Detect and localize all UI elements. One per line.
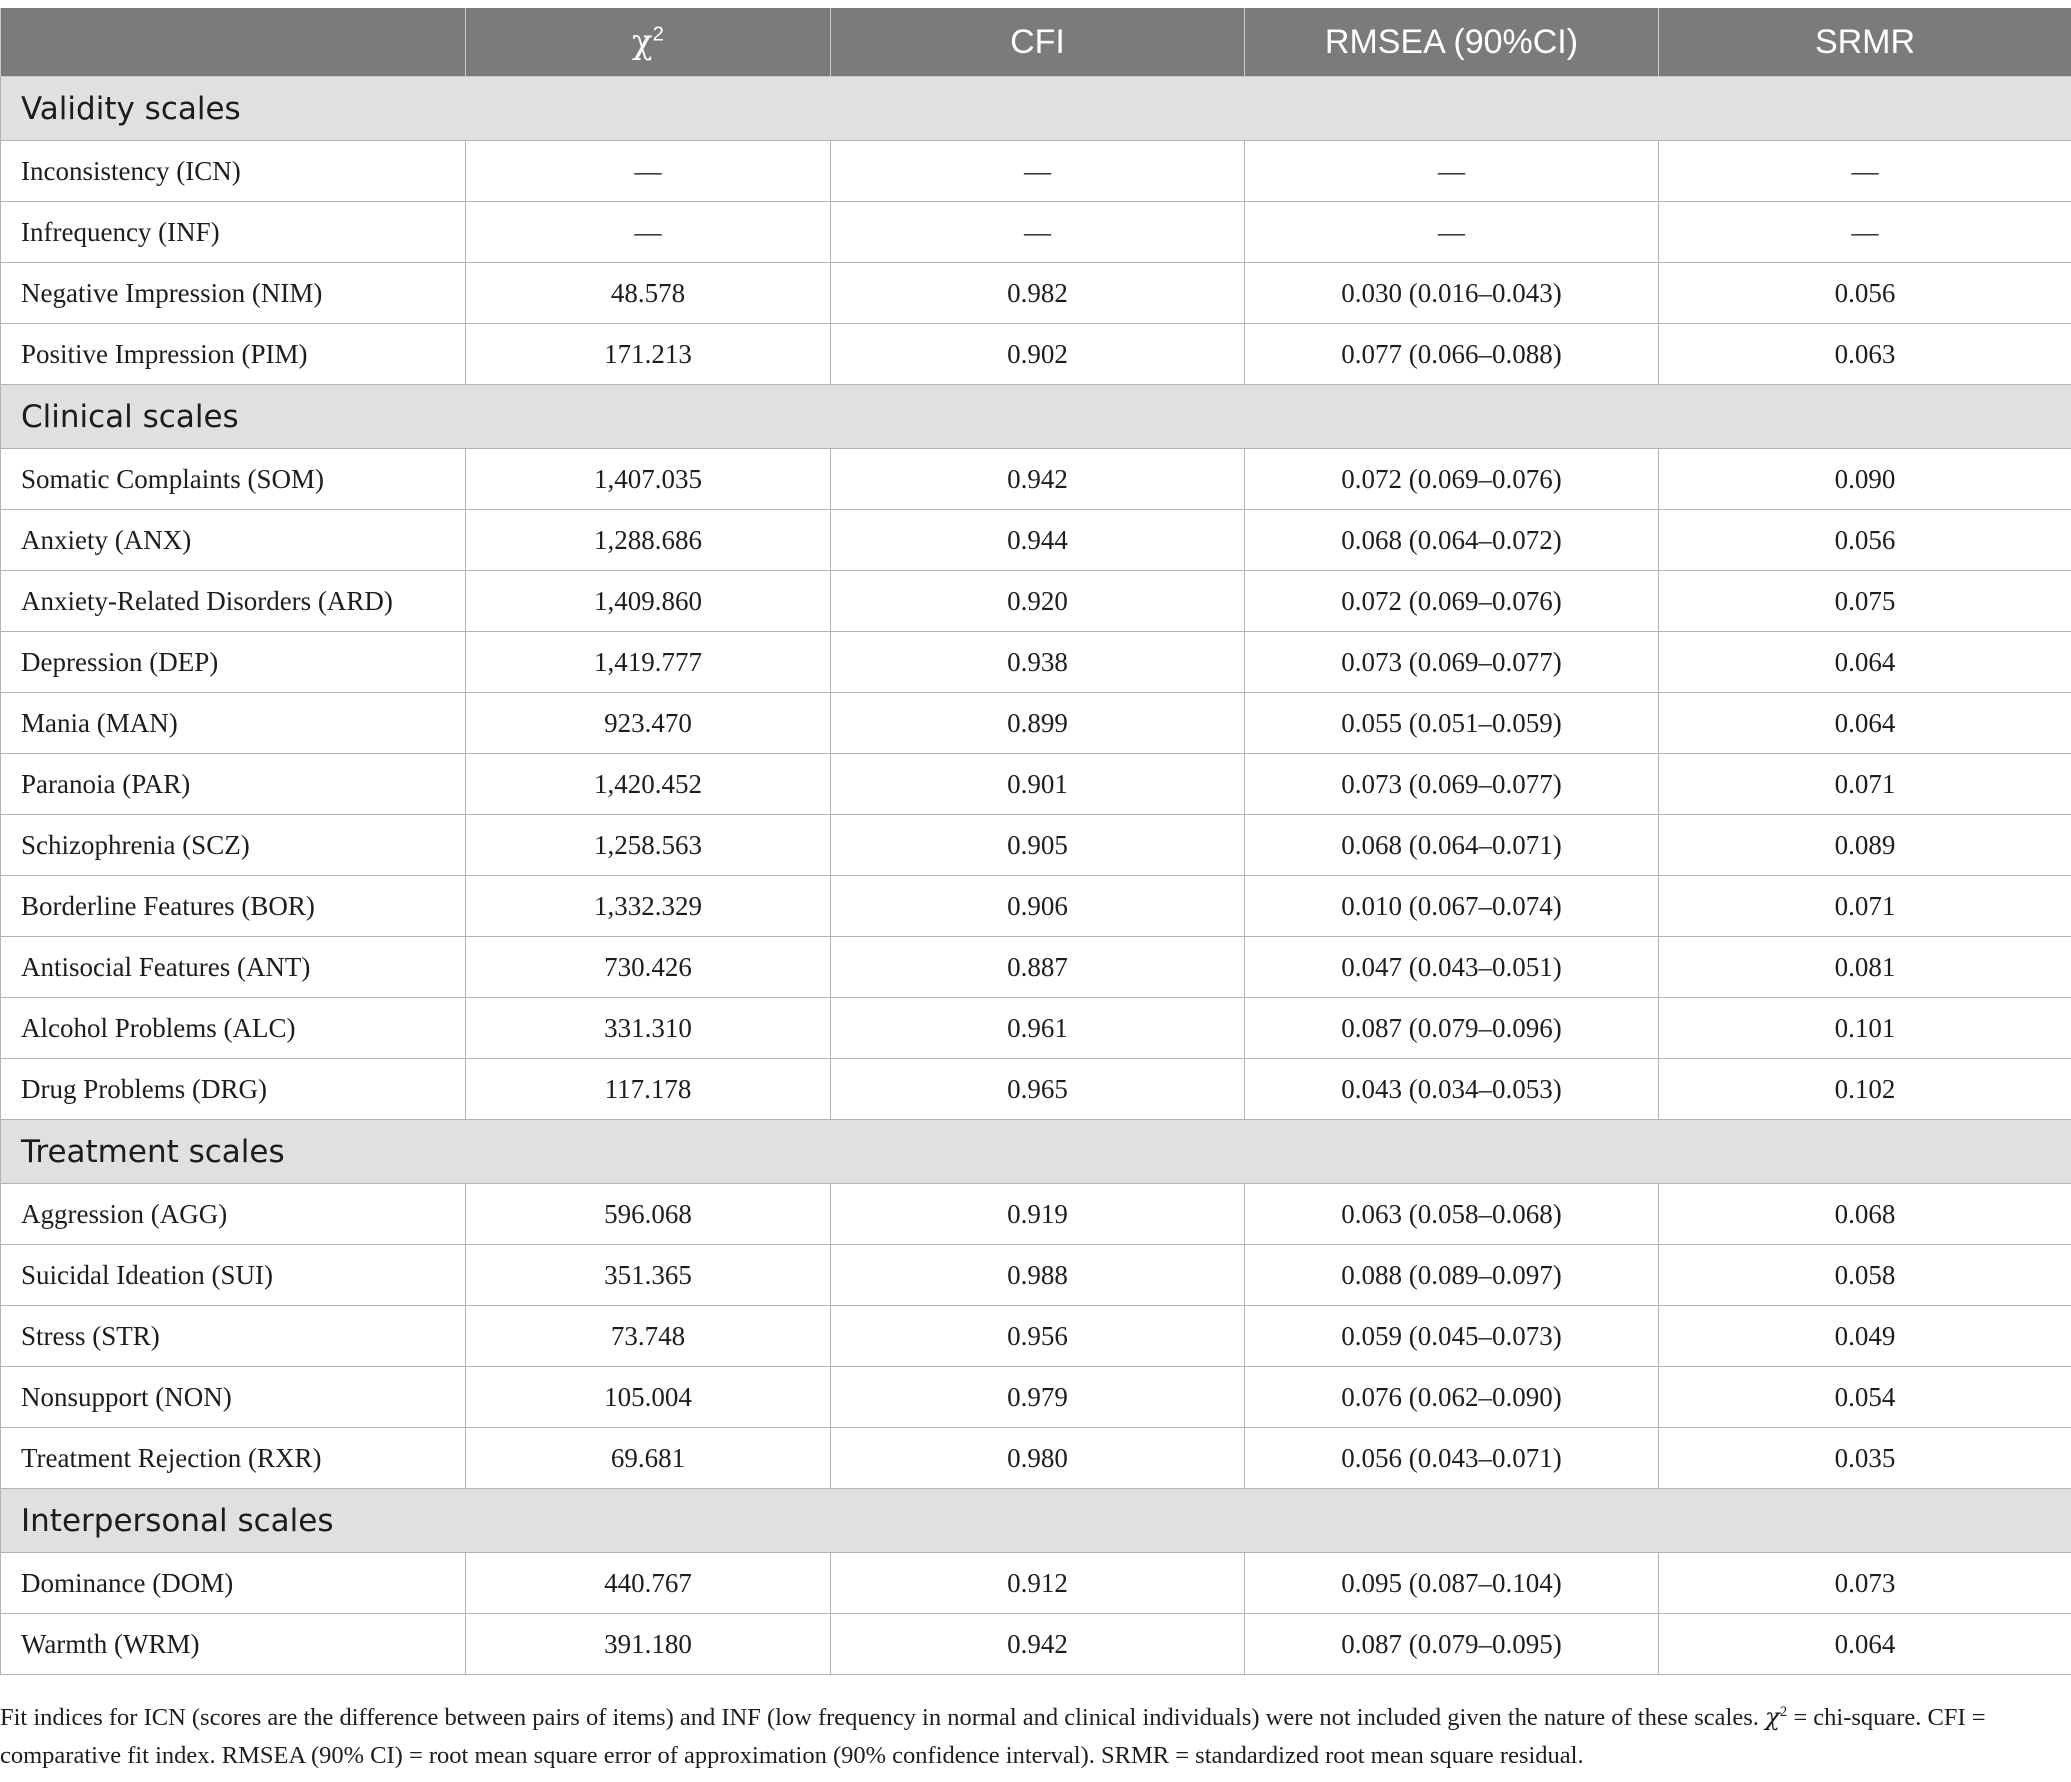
cell-rmsea: 0.077 (0.066–0.088) (1245, 324, 1659, 385)
header-row (1, 8, 2071, 77)
header-scale (1, 8, 466, 77)
section-title: Clinical scales (1, 385, 2071, 449)
cell-rmsea: 0.068 (0.064–0.071) (1245, 815, 1659, 876)
cell-chi-square: 73.748 (466, 1306, 831, 1367)
cell-srmr: 0.075 (1659, 571, 2071, 632)
cell-cfi: 0.899 (831, 693, 1245, 754)
section-title: Interpersonal scales (1, 1489, 2071, 1553)
cell-chi-square: 923.470 (466, 693, 831, 754)
table-footnote (0, 1698, 2040, 1775)
cell-rmsea: — (1245, 202, 1659, 263)
cell-scale-name: Mania (MAN) (1, 693, 466, 754)
table-body (1, 77, 2071, 1675)
cell-scale-name: Depression (DEP) (1, 632, 466, 693)
section-title: Validity scales (1, 77, 2071, 141)
cell-rmsea: 0.076 (0.062–0.090) (1245, 1367, 1659, 1428)
cell-srmr: 0.071 (1659, 876, 2071, 937)
table-header (1, 8, 2071, 77)
cell-cfi: 0.912 (831, 1553, 1245, 1614)
cell-cfi: 0.942 (831, 449, 1245, 510)
cell-chi-square: 596.068 (466, 1184, 831, 1245)
cell-chi-square: 1,420.452 (466, 754, 831, 815)
cell-rmsea: 0.073 (0.069–0.077) (1245, 754, 1659, 815)
cell-cfi: 0.944 (831, 510, 1245, 571)
cell-chi-square: 1,258.563 (466, 815, 831, 876)
cell-rmsea: 0.010 (0.067–0.074) (1245, 876, 1659, 937)
cell-srmr: 0.089 (1659, 815, 2071, 876)
table-row (1, 632, 2071, 693)
header-rmsea: RMSEA (90%CI) (1245, 8, 1659, 77)
cell-chi-square: 351.365 (466, 1245, 831, 1306)
cell-chi-square: 1,409.860 (466, 571, 831, 632)
cell-chi-square: 1,419.777 (466, 632, 831, 693)
cell-srmr: 0.035 (1659, 1428, 2071, 1489)
cell-rmsea: 0.047 (0.043–0.051) (1245, 937, 1659, 998)
cell-rmsea: 0.055 (0.051–0.059) (1245, 693, 1659, 754)
table-row (1, 1184, 2071, 1245)
cell-scale-name: Infrequency (INF) (1, 202, 466, 263)
header-srmr: SRMR (1659, 8, 2071, 77)
table-row (1, 1245, 2071, 1306)
table-row (1, 202, 2071, 263)
cell-rmsea: 0.095 (0.087–0.104) (1245, 1553, 1659, 1614)
cell-scale-name: Inconsistency (ICN) (1, 141, 466, 202)
cell-cfi: 0.906 (831, 876, 1245, 937)
cell-cfi: 0.901 (831, 754, 1245, 815)
cell-cfi: 0.919 (831, 1184, 1245, 1245)
cell-cfi: — (831, 141, 1245, 202)
cell-chi-square: 391.180 (466, 1614, 831, 1675)
table-row (1, 1306, 2071, 1367)
cell-cfi: 0.902 (831, 324, 1245, 385)
cell-chi-square: 117.178 (466, 1059, 831, 1120)
section-header-row (1, 77, 2071, 141)
section-header-row (1, 1120, 2071, 1184)
cell-srmr: 0.068 (1659, 1184, 2071, 1245)
cell-scale-name: Dominance (DOM) (1, 1553, 466, 1614)
cell-rmsea: 0.088 (0.089–0.097) (1245, 1245, 1659, 1306)
cell-scale-name: Borderline Features (BOR) (1, 876, 466, 937)
table-row (1, 1059, 2071, 1120)
cell-srmr: 0.049 (1659, 1306, 2071, 1367)
cell-rmsea: 0.059 (0.045–0.073) (1245, 1306, 1659, 1367)
cell-scale-name: Schizophrenia (SCZ) (1, 815, 466, 876)
table-row (1, 1553, 2071, 1614)
cell-chi-square: 440.767 (466, 1553, 831, 1614)
cell-cfi: 0.980 (831, 1428, 1245, 1489)
cell-rmsea: 0.030 (0.016–0.043) (1245, 263, 1659, 324)
table-row (1, 937, 2071, 998)
table-row (1, 510, 2071, 571)
cell-chi-square: 1,288.686 (466, 510, 831, 571)
cell-rmsea: 0.072 (0.069–0.076) (1245, 449, 1659, 510)
cell-rmsea: 0.056 (0.043–0.071) (1245, 1428, 1659, 1489)
cell-chi-square: 69.681 (466, 1428, 831, 1489)
cell-scale-name: Positive Impression (PIM) (1, 324, 466, 385)
footnote-text-1: Fit indices for ICN (scores are the difference between pairs of items) and INF (low frequency in normal and clinical individuals) were not included given the nature of these scales. (0, 1704, 1765, 1731)
cell-rmsea: 0.072 (0.069–0.076) (1245, 571, 1659, 632)
cell-srmr: 0.071 (1659, 754, 2071, 815)
cell-srmr: 0.054 (1659, 1367, 2071, 1428)
table-row (1, 571, 2071, 632)
cell-rmsea: 0.043 (0.034–0.053) (1245, 1059, 1659, 1120)
table-row (1, 1614, 2071, 1675)
cell-scale-name: Stress (STR) (1, 1306, 466, 1367)
cell-scale-name: Warmth (WRM) (1, 1614, 466, 1675)
table-row (1, 449, 2071, 510)
section-header-row (1, 1489, 2071, 1553)
cell-srmr: 0.063 (1659, 324, 2071, 385)
table-row (1, 1428, 2071, 1489)
cell-srmr: — (1659, 202, 2071, 263)
cell-srmr: 0.064 (1659, 632, 2071, 693)
table-row (1, 815, 2071, 876)
cell-scale-name: Antisocial Features (ANT) (1, 937, 466, 998)
cell-cfi: 0.938 (831, 632, 1245, 693)
cell-cfi: 0.942 (831, 1614, 1245, 1675)
header-chi-exponent: 2 (652, 23, 664, 46)
cell-scale-name: Anxiety-Related Disorders (ARD) (1, 571, 466, 632)
cell-rmsea: — (1245, 141, 1659, 202)
cell-chi-square: 105.004 (466, 1367, 831, 1428)
cell-chi-square: 171.213 (466, 324, 831, 385)
cell-scale-name: Suicidal Ideation (SUI) (1, 1245, 466, 1306)
cell-chi-square: 331.310 (466, 998, 831, 1059)
cell-chi-square: 48.578 (466, 263, 831, 324)
footnote-chi-symbol: χ (1765, 1702, 1780, 1731)
cell-chi-square: 730.426 (466, 937, 831, 998)
cell-chi-square: — (466, 141, 831, 202)
table-row (1, 263, 2071, 324)
table-row (1, 1367, 2071, 1428)
cell-cfi: 0.982 (831, 263, 1245, 324)
cell-cfi: 0.920 (831, 571, 1245, 632)
cell-srmr: — (1659, 141, 2071, 202)
section-header-row (1, 385, 2071, 449)
cell-srmr: 0.058 (1659, 1245, 2071, 1306)
cell-chi-square: 1,332.329 (466, 876, 831, 937)
table-container (0, 8, 2071, 1675)
cell-srmr: 0.064 (1659, 693, 2071, 754)
cell-scale-name: Somatic Complaints (SOM) (1, 449, 466, 510)
cell-rmsea: 0.073 (0.069–0.077) (1245, 632, 1659, 693)
cell-scale-name: Nonsupport (NON) (1, 1367, 466, 1428)
cell-scale-name: Aggression (AGG) (1, 1184, 466, 1245)
table-row (1, 998, 2071, 1059)
footnote-text-2: = chi-square. CFI = comparative fit index. RMSEA (90% CI) = root mean square error of approximation (90% confidence interval). SRMR = standardized root mean square residual. (0, 1704, 1986, 1769)
cell-rmsea: 0.087 (0.079–0.095) (1245, 1614, 1659, 1675)
cell-scale-name: Paranoia (PAR) (1, 754, 466, 815)
table-row (1, 141, 2071, 202)
header-cfi: CFI (831, 8, 1245, 77)
cell-srmr: 0.064 (1659, 1614, 2071, 1675)
cell-cfi: 0.905 (831, 815, 1245, 876)
cell-srmr: 0.073 (1659, 1553, 2071, 1614)
cell-cfi: 0.961 (831, 998, 1245, 1059)
cell-cfi: — (831, 202, 1245, 263)
cell-scale-name: Anxiety (ANX) (1, 510, 466, 571)
cell-rmsea: 0.063 (0.058–0.068) (1245, 1184, 1659, 1245)
cell-cfi: 0.979 (831, 1367, 1245, 1428)
table-row (1, 754, 2071, 815)
cell-srmr: 0.090 (1659, 449, 2071, 510)
table-row (1, 693, 2071, 754)
cell-scale-name: Alcohol Problems (ALC) (1, 998, 466, 1059)
cell-cfi: 0.887 (831, 937, 1245, 998)
cell-srmr: 0.101 (1659, 998, 2071, 1059)
cell-cfi: 0.956 (831, 1306, 1245, 1367)
cell-rmsea: 0.068 (0.064–0.072) (1245, 510, 1659, 571)
cell-chi-square: 1,407.035 (466, 449, 831, 510)
footnote-chi-exponent: 2 (1779, 1703, 1788, 1720)
table-row (1, 876, 2071, 937)
table-row (1, 324, 2071, 385)
cell-srmr: 0.056 (1659, 263, 2071, 324)
cell-scale-name: Drug Problems (DRG) (1, 1059, 466, 1120)
cell-scale-name: Negative Impression (NIM) (1, 263, 466, 324)
cell-chi-square: — (466, 202, 831, 263)
section-title: Treatment scales (1, 1120, 2071, 1184)
cell-srmr: 0.081 (1659, 937, 2071, 998)
cell-scale-name: Treatment Rejection (RXR) (1, 1428, 466, 1489)
cell-cfi: 0.965 (831, 1059, 1245, 1120)
cell-cfi: 0.988 (831, 1245, 1245, 1306)
cell-srmr: 0.102 (1659, 1059, 2071, 1120)
header-chi-symbol: χ (632, 22, 653, 62)
header-chi-square (466, 8, 831, 77)
cell-rmsea: 0.087 (0.079–0.096) (1245, 998, 1659, 1059)
cell-srmr: 0.056 (1659, 510, 2071, 571)
fit-indices-table (0, 8, 2071, 1675)
